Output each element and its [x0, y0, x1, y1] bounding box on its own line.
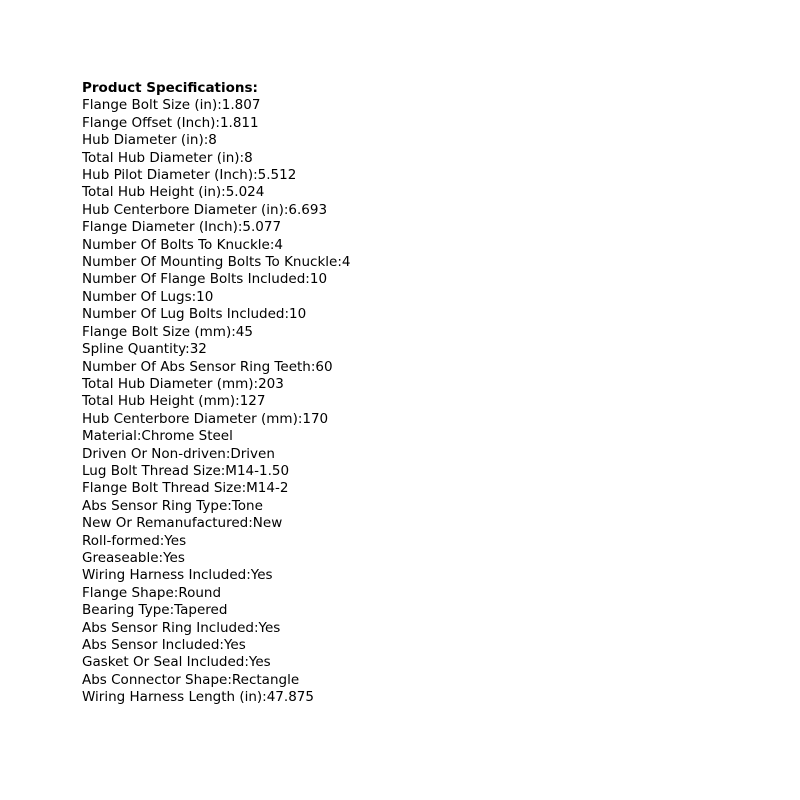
- spec-line: Hub Centerbore Diameter (mm):170: [82, 410, 329, 427]
- spec-line: Total Hub Height (mm):127: [82, 393, 266, 410]
- spec-line: Number Of Abs Sensor Ring Teeth:60: [82, 358, 333, 375]
- spec-line: Total Hub Height (in):5.024: [82, 184, 265, 201]
- spec-line: Flange Offset (Inch):1.811: [82, 114, 259, 131]
- spec-line: Roll-formed:Yes: [82, 532, 187, 549]
- spec-line: Gasket Or Seal Included:Yes: [82, 654, 271, 671]
- spec-line: Number Of Flange Bolts Included:10: [82, 271, 328, 288]
- spec-line: Total Hub Diameter (in):8: [82, 149, 253, 166]
- spec-line: Lug Bolt Thread Size:M14-1.50: [82, 462, 290, 479]
- spec-line: Flange Bolt Size (mm):45: [82, 323, 253, 340]
- spec-line: Flange Shape:Round: [82, 584, 222, 601]
- spec-line: Wiring Harness Length (in):47.875: [82, 689, 314, 706]
- spec-title: Product Specifications:: [82, 80, 258, 96]
- spec-line: Spline Quantity:32: [82, 341, 207, 358]
- spec-line: Abs Sensor Included:Yes: [82, 637, 246, 653]
- spec-line: New Or Remanufactured:New: [82, 515, 283, 532]
- spec-line: Hub Diameter (in):8: [82, 132, 217, 149]
- spec-line: Flange Diameter (Inch):5.077: [82, 219, 282, 236]
- spec-line: Material:Chrome Steel: [82, 428, 233, 445]
- spec-line: Abs Connector Shape:Rectangle: [82, 671, 300, 688]
- spec-line: Abs Sensor Ring Included:Yes: [82, 619, 281, 636]
- spec-line: Number Of Mounting Bolts To Knuckle:4: [82, 254, 351, 271]
- product-specifications: [82, 80, 782, 707]
- spec-line: Number Of Lugs:10: [82, 288, 214, 305]
- spec-line: Number Of Lug Bolts Included:10: [82, 306, 307, 323]
- spec-line: Number Of Bolts To Knuckle:4: [82, 236, 283, 253]
- spec-line: Total Hub Diameter (mm):203: [82, 375, 284, 392]
- spec-line: Abs Sensor Ring Type:Tone: [82, 497, 263, 514]
- spec-line: Hub Centerbore Diameter (in):6.693: [82, 201, 328, 218]
- spec-line: Flange Bolt Thread Size:M14-2: [82, 480, 289, 497]
- spec-line: Bearing Type:Tapered: [82, 602, 228, 619]
- spec-line: Driven Or Non-driven:Driven: [82, 445, 275, 462]
- spec-line: Wiring Harness Included:Yes: [82, 567, 273, 584]
- spec-line: Greaseable:Yes: [82, 549, 185, 566]
- spec-list: [82, 97, 782, 706]
- spec-line: Flange Bolt Size (in):1.807: [82, 97, 261, 114]
- spec-line: Hub Pilot Diameter (Inch):5.512: [82, 167, 297, 184]
